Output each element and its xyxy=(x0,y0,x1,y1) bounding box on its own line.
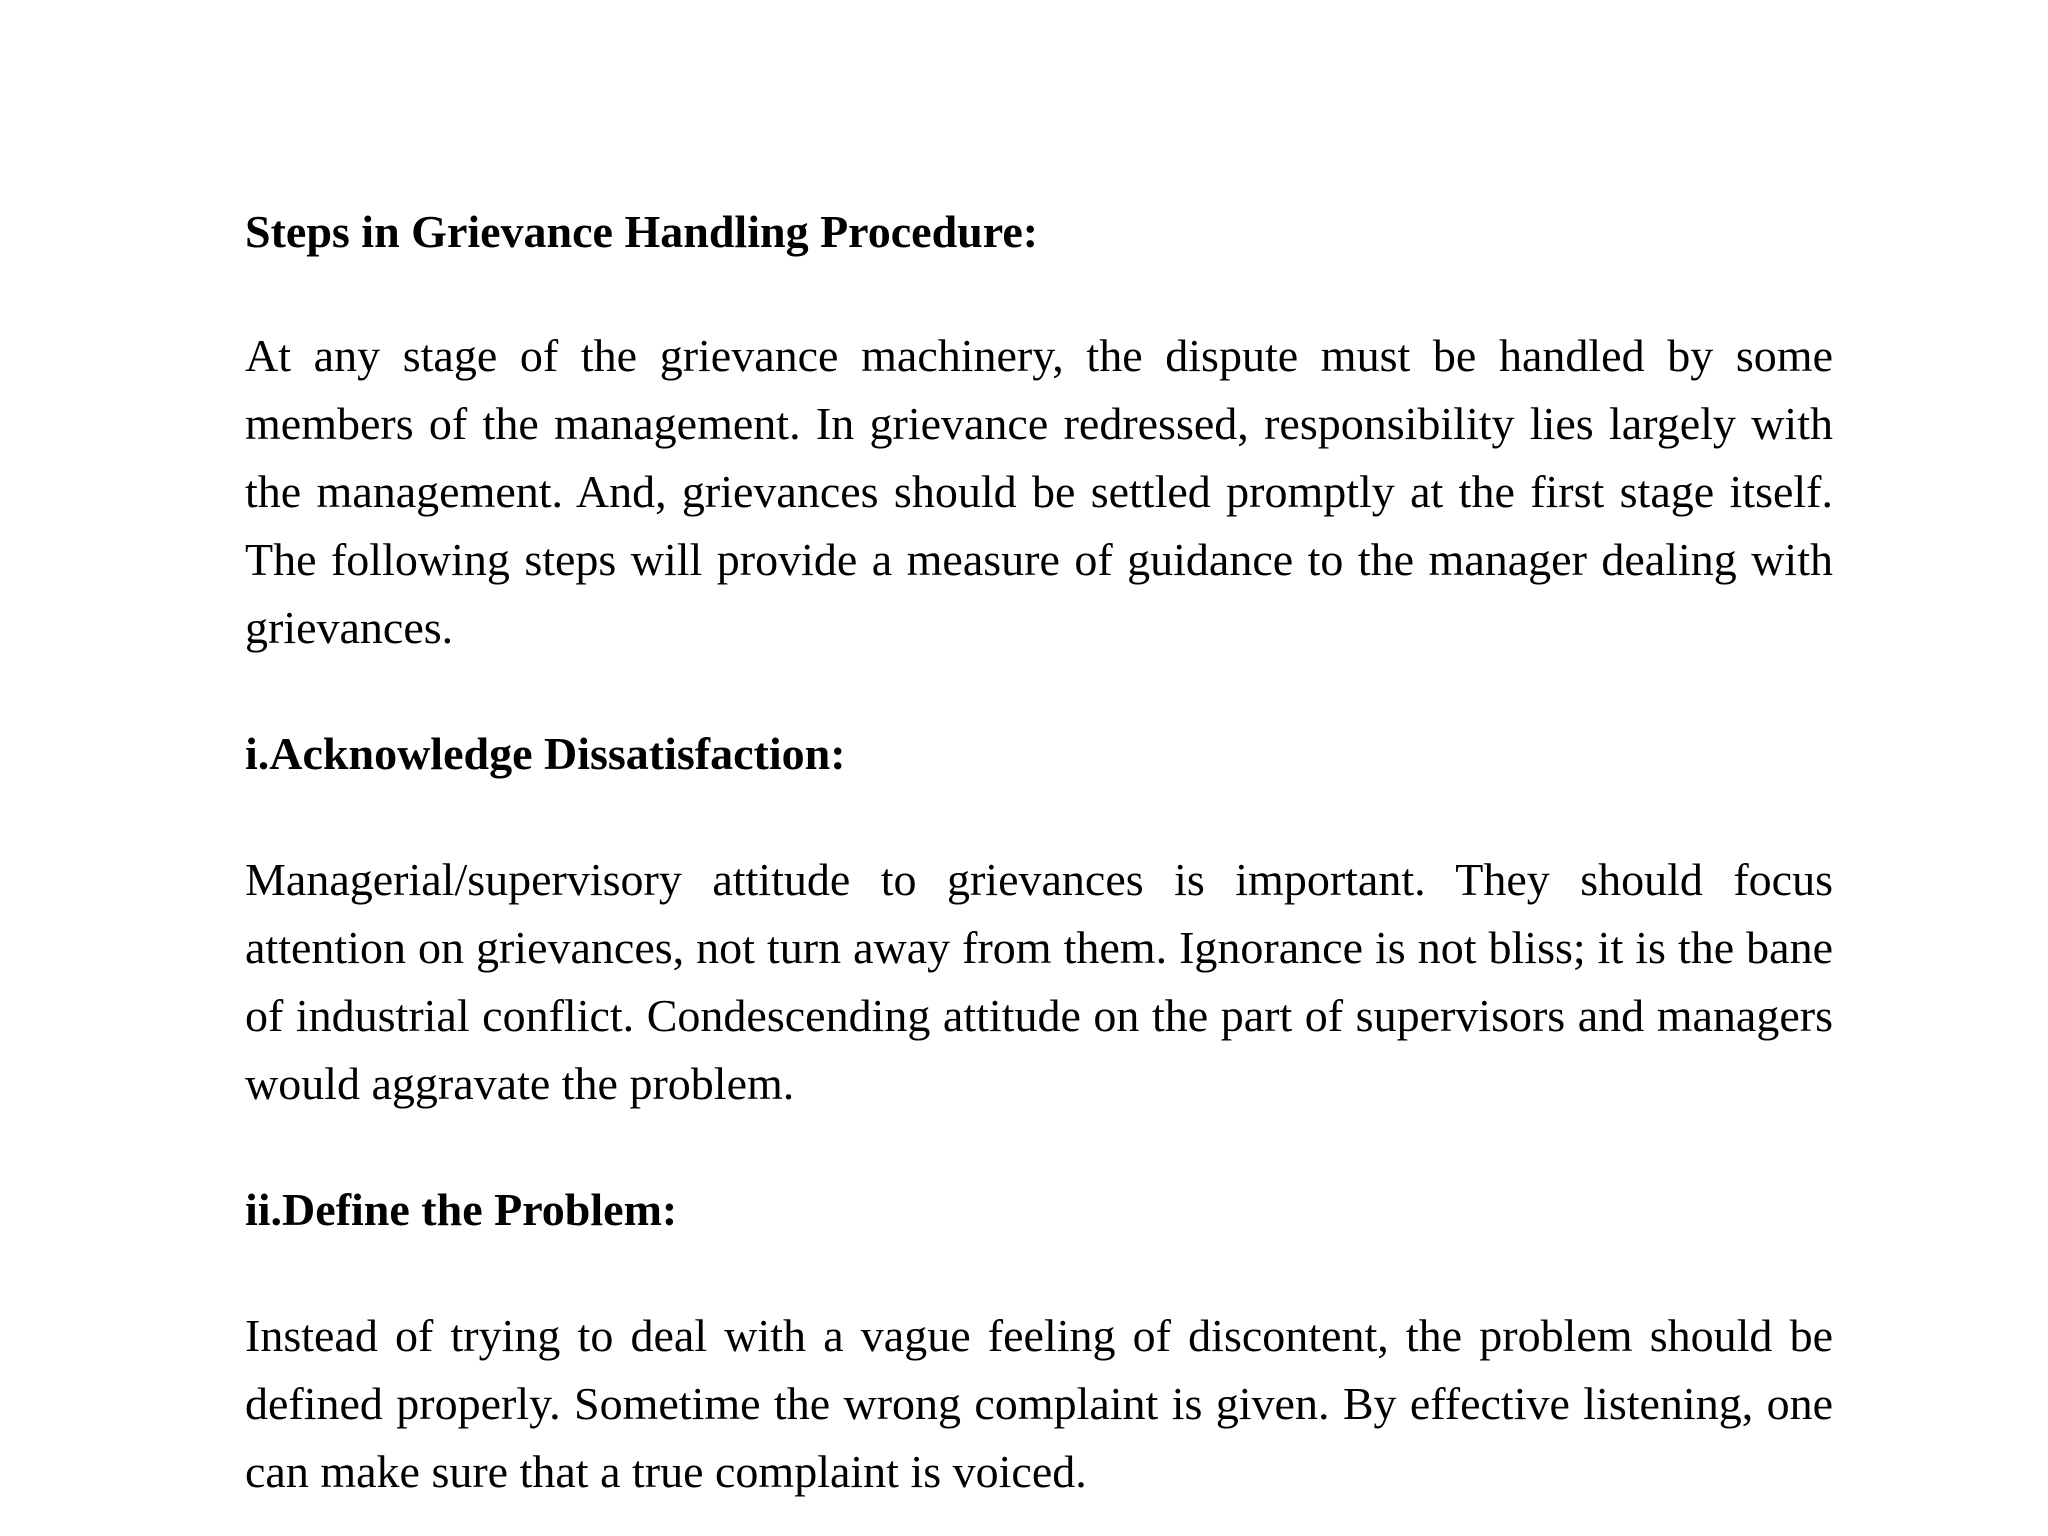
section-body-define-the-problem: Instead of trying to deal with a vague feeling of discontent, the problem should be defined properly. Sometime the wrong complaint is given. By effective listening, one can make sure that a true complaint is voiced. xyxy=(245,1310,1833,1497)
document-title: Steps in Grievance Handling Procedure: xyxy=(245,206,1039,257)
intro-paragraph: At any stage of the grievance machinery, the dispute must be handled by some members of the management. In grievance redressed, responsibility lies largely with the management. And, grievances should be settled promptly at the first stage itself. The following steps will provide a measure of guidance to the manager dealing with grievances. xyxy=(245,330,1833,653)
section-heading-define-the-problem: ii.Define the Problem: xyxy=(245,1184,678,1235)
section-heading-acknowledge-dissatisfaction: i.Acknowledge Dissatisfaction: xyxy=(245,728,846,779)
section-body-acknowledge-dissatisfaction: Managerial/supervisory attitude to grievances is important. They should focus attention on grievances, not turn away from them. Ignorance is not bliss; it is the bane of industrial conflict. Condescending attitude on the part of supervisors and managers would aggravate the problem. xyxy=(245,854,1833,1109)
document-content xyxy=(245,198,1833,1506)
